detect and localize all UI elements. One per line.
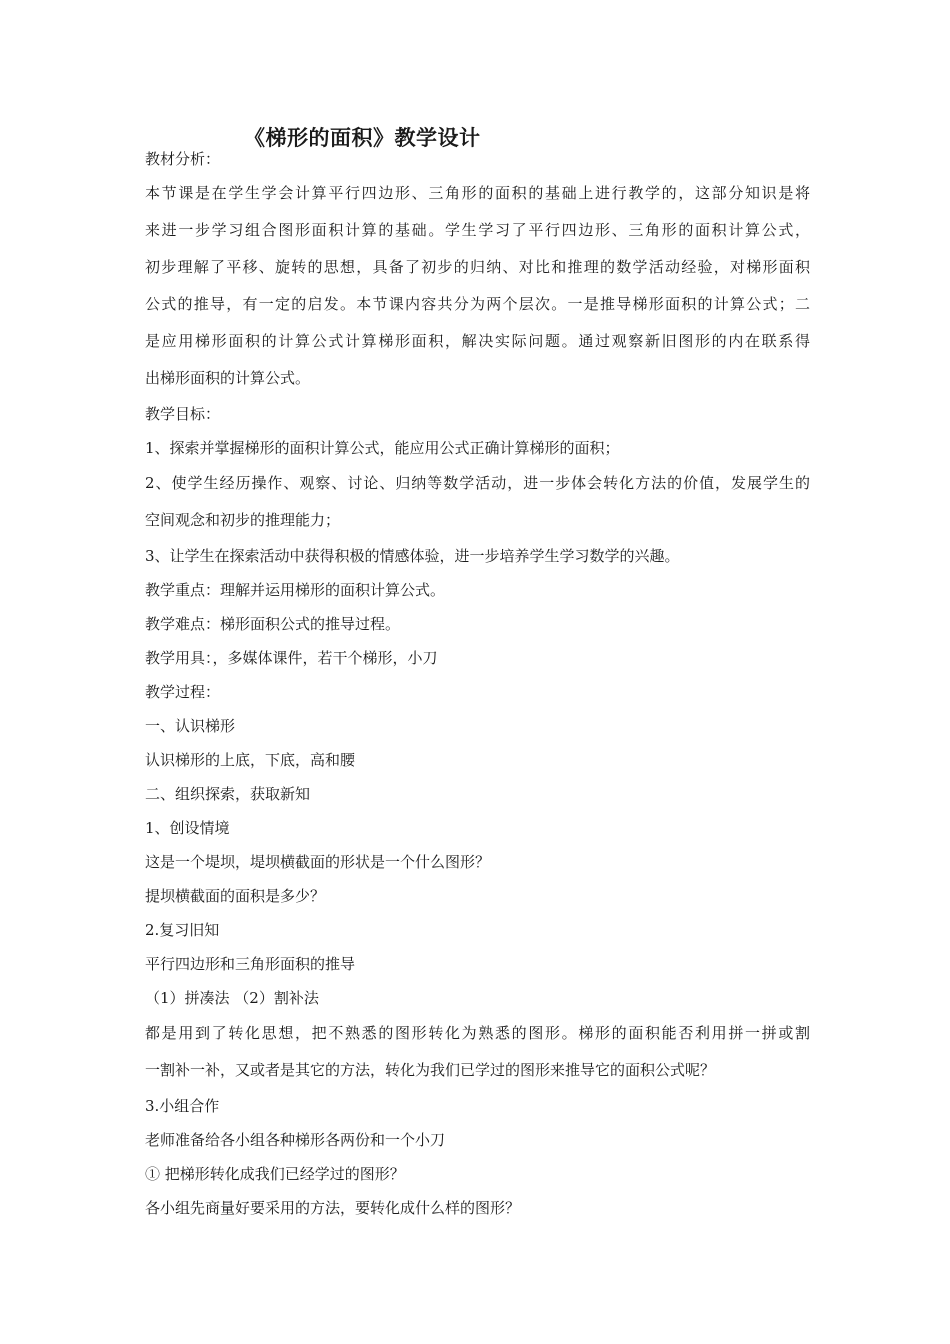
goal-item: 2、使学生经历操作、观察、讨论、归纳等数学活动，进一步体会转化方法的价值，发展学生的 bbox=[145, 474, 810, 492]
paragraph-line: 初步理解了平移、旋转的思想，具备了初步的归纳、对比和推理的数学活动经验，对梯形面积 bbox=[145, 258, 810, 276]
paragraph-line: 来进一步学习组合图形面积计算的基础。学生学习了平行四边形、三角形的面积计算公式， bbox=[145, 221, 810, 239]
step-text: 这是一个堤坝，堤坝横截面的形状是一个什么图形？ bbox=[145, 853, 491, 871]
paragraph-line: 本节课是在学生学会计算平行四边形、三角形的面积的基础上进行教学的，这部分知识是将 bbox=[145, 184, 810, 202]
step-text: 老师准备给各小组各种梯形各两份和一个小刀 bbox=[145, 1131, 446, 1149]
section-heading-textbook-analysis: 教材分析： bbox=[145, 150, 221, 168]
step-text: 各小组先商量好要采用的方法，要转化成什么样的图形？ bbox=[145, 1199, 521, 1217]
section-heading-teaching-process: 教学过程： bbox=[145, 683, 221, 701]
goal-item: 3、让学生在探索活动中获得积极的情感体验，进一步培养学生学习数学的兴趣。 bbox=[145, 547, 680, 565]
substep-heading: 1、创设情境 bbox=[145, 819, 230, 837]
paragraph-line: 一割补一补，又或者是其它的方法，转化为我们已学过的图形来推导它的面积公式呢？ bbox=[145, 1061, 716, 1079]
step-text: 平行四边形和三角形面积的推导 bbox=[145, 955, 356, 973]
section-heading-teaching-goals: 教学目标： bbox=[145, 405, 221, 423]
paragraph-line: 公式的推导，有一定的启发。本节课内容共分为两个层次。一是推导梯形面积的计算公式；二 bbox=[145, 295, 810, 313]
step-text: （1）拼凑法 （2）割补法 bbox=[145, 989, 319, 1007]
step-text: 提坝横截面的面积是多少？ bbox=[145, 887, 326, 905]
step-text: ① 把梯形转化成我们已经学过的图形？ bbox=[145, 1165, 405, 1183]
goal-item-continued: 空间观念和初步的推理能力； bbox=[145, 511, 341, 529]
key-point: 教学重点：理解并运用梯形的面积计算公式。 bbox=[145, 581, 446, 599]
teaching-tools: 教学用具：，多媒体课件，若干个梯形，小刀 bbox=[145, 649, 438, 667]
step-heading: 二、组织探索，获取新知 bbox=[145, 785, 311, 803]
paragraph-line: 是应用梯形面积的计算公式计算梯形面积，解决实际问题。通过观察新旧图形的内在联系得 bbox=[145, 332, 810, 350]
paragraph-line: 出梯形面积的计算公式。 bbox=[145, 369, 311, 387]
document-title: 《梯形的面积》教学设计 bbox=[244, 126, 481, 150]
document-body bbox=[145, 143, 810, 1225]
step-heading: 一、认识梯形 bbox=[145, 717, 236, 735]
substep-heading: 2.复习旧知 bbox=[145, 921, 220, 939]
substep-heading: 3.小组合作 bbox=[145, 1097, 220, 1115]
step-text: 认识梯形的上底，下底，高和腰 bbox=[145, 751, 356, 769]
difficult-point: 教学难点：梯形面积公式的推导过程。 bbox=[145, 615, 401, 633]
paragraph-line: 都是用到了转化思想，把不熟悉的图形转化为熟悉的图形。梯形的面积能否利用拼一拼或割 bbox=[145, 1024, 810, 1042]
goal-item: 1、探索并掌握梯形的面积计算公式，能应用公式正确计算梯形的面积； bbox=[145, 439, 620, 457]
